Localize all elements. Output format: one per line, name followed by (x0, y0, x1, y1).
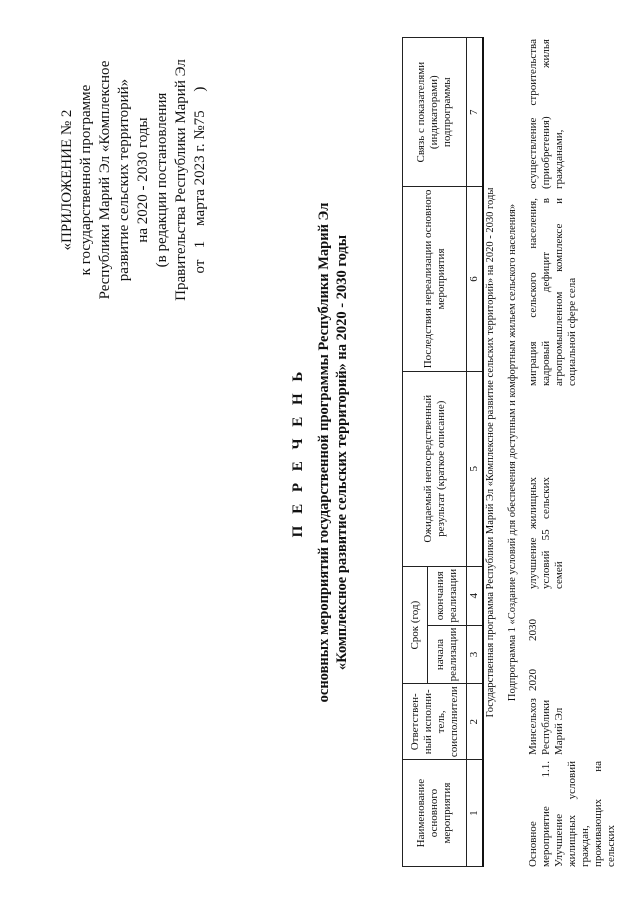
header-end: окончания реализации (428, 566, 467, 625)
title-line-2: «Комплексное развитие сельских территорий» на 2020 - 2030 годы (334, 234, 350, 671)
appendix-line: к государственной программе (78, 84, 94, 276)
row-name: Основное мероприятие 1.1. Улучшение жилищных условий граждан, проживающих на сельских (527, 761, 617, 867)
column-number: 3 (467, 625, 484, 684)
document-heading (290, 0, 351, 905)
header-start: начала реализации (428, 625, 467, 684)
appendix-block (58, 10, 210, 350)
header-responsible: Ответствен-ный исполни-тель, соисполнители (403, 684, 467, 760)
column-number: 6 (467, 187, 484, 371)
header-link: Связь с показателями (индикаторами) подпрограммы (403, 38, 467, 187)
column-number: 4 (467, 566, 484, 625)
header-term: Срок (год) (403, 566, 428, 684)
row-consequences: миграция сельского населения, кадровый дефицит в агропромышленном комплексе и социальной сфере села (527, 198, 578, 386)
appendix-line: «ПРИЛОЖЕНИЕ № 2 (59, 109, 75, 251)
row-start: 2020 (527, 669, 539, 691)
column-number: 1 (467, 760, 484, 867)
title-line-1: основных мероприятий государственной программы Республики Марий Эл (316, 202, 332, 703)
appendix-line: развитие сельских территорий» (116, 78, 132, 282)
row-link: осуществление строительства (приобретения) жилья гражданами, (527, 39, 565, 189)
appendix-line: от 1 марта 2023 г. №75 ) (192, 86, 208, 274)
header-name: Наименование основного мероприятия (403, 760, 467, 867)
appendix-line: (в редакции постановления (154, 92, 170, 268)
header-consequences: Последствия нереализации основного мероприятия (403, 187, 467, 371)
column-number: 2 (467, 684, 484, 760)
column-number: 5 (467, 371, 484, 566)
measures-table (402, 37, 484, 867)
appendix-line: Правительства Республики Марий Эл (173, 59, 189, 301)
header-expected: Ожидаемый непосредственный результат (краткое описание) (403, 371, 467, 566)
perechen-title: П Е Р Е Ч Е Н Ь (290, 367, 306, 538)
appendix-line: на 2020 - 2030 годы (135, 117, 151, 243)
row-responsible: Минсельхоз Республики Марий Эл (527, 698, 565, 755)
subprogram-line: Подпрограмма 1 «Создание условий для обеспечения доступным и комфортным жильем сельского населения» (507, 203, 518, 702)
column-number: 7 (467, 38, 484, 187)
program-line: Государственная программа Республики Марий Эл «Комплексное развитие сельских территорий» на 2020 - 2030 годы (485, 187, 496, 718)
row-expected: улучшение жилищных условий 55 сельских семей (527, 477, 565, 589)
row-end: 2030 (527, 619, 539, 641)
appendix-line: Республики Марий Эл «Комплексное (97, 60, 113, 300)
